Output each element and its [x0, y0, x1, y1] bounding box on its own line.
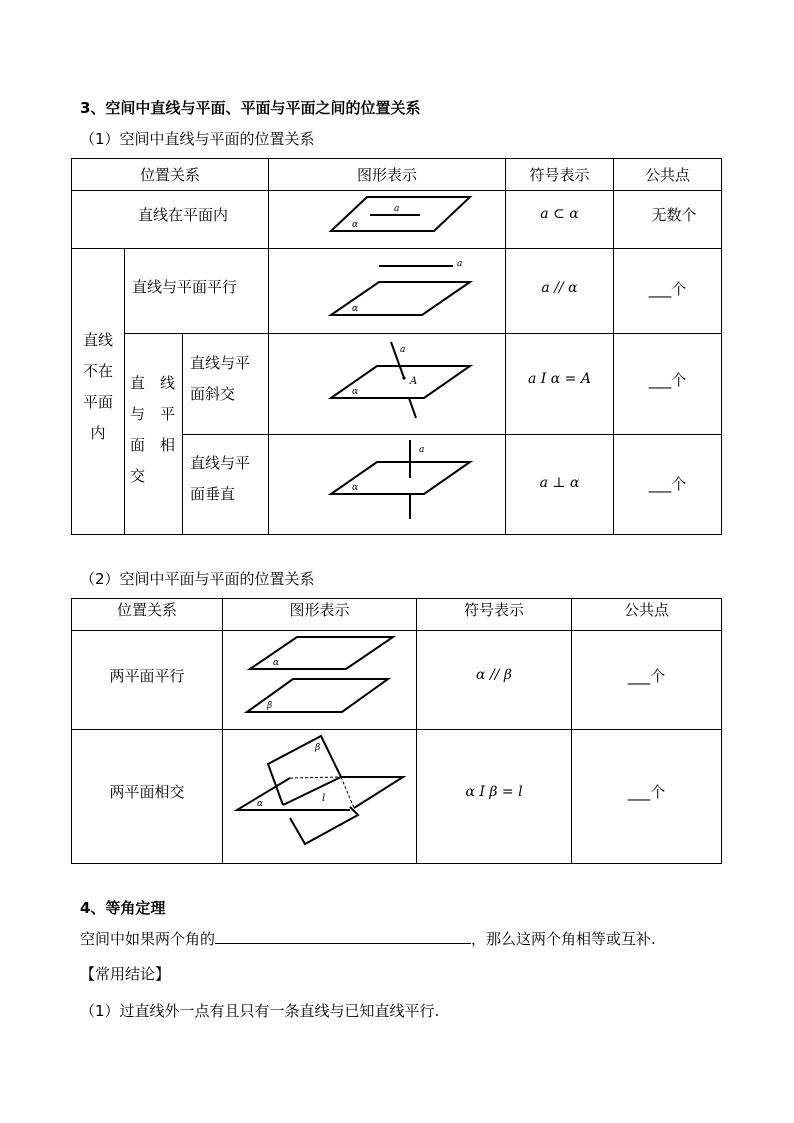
row-parallel-symbol: a // α: [541, 280, 578, 296]
t2-header-points: 公共点: [623, 601, 669, 619]
group-not-in-plane-label: [82, 325, 114, 449]
fig-label-beta: β: [315, 743, 321, 753]
t1-header-figure: 图形表示: [356, 166, 417, 184]
planes-parallel-points: ___个: [627, 666, 666, 685]
t2-header-figure: 图形表示: [289, 601, 350, 619]
row-perp-label: [190, 448, 250, 510]
fig-label-l: l: [322, 793, 326, 804]
statement-after: ，那么这两个角相等或互补.: [471, 930, 656, 948]
t1-header-relation: 位置关系: [139, 166, 200, 184]
group-label-line3: 平面: [82, 393, 113, 411]
section4-title: 4、等角定理: [80, 899, 166, 917]
section3-title: 3、空间中直线与平面、平面与平面之间的位置关系: [80, 99, 421, 117]
conclusion-1: （1）过直线外一点有且只有一条直线与已知直线平行.: [80, 1002, 440, 1020]
fig-label-alpha: α: [352, 483, 359, 493]
fig-line-oblique-plane: [269, 334, 505, 434]
fig-label-alpha: α: [352, 387, 359, 397]
common-conclusion-title: 【常用结论】: [80, 965, 171, 983]
row-in-plane-symbol: a ⊂ α: [540, 206, 579, 222]
fig-label-a: a: [400, 345, 406, 355]
row-parallel-label: 直线与平面平行: [132, 277, 238, 296]
fig-label-alpha: α: [352, 304, 359, 314]
row-perp-label-line1: 直线与平: [190, 454, 251, 472]
group-label-line2: 不在: [82, 362, 113, 380]
intersect-label-line4: 交: [130, 467, 146, 485]
fig-label-a: a: [419, 445, 425, 455]
group-label-line1: 直线: [82, 331, 113, 349]
fig-line-perp-plane: [269, 435, 505, 535]
row-oblique-label: [190, 348, 250, 410]
row-oblique-label-line2: 面斜交: [190, 385, 236, 403]
fig-line-parallel-plane: [269, 249, 505, 333]
row-in-plane-points: 无数个: [651, 205, 697, 224]
planes-parallel-label: 两平面平行: [109, 666, 185, 685]
sub1-title: （1）空间中直线与平面的位置关系: [80, 130, 315, 148]
row-oblique-points: ___个: [648, 370, 687, 389]
intersect-label-line2: 与 平: [130, 405, 176, 423]
fig-label-a: a: [394, 204, 400, 214]
t2-header-relation: 位置关系: [116, 601, 177, 619]
row-perp-symbol: a ⊥ α: [539, 475, 580, 491]
fig-label-a: a: [457, 259, 463, 269]
fig-label-alpha: α: [257, 799, 264, 809]
fig-label-alpha: α: [273, 658, 280, 668]
statement-before: 空间中如果两个角的: [80, 930, 216, 948]
t1-header-points: 公共点: [644, 166, 690, 184]
group-intersect-label: [130, 368, 178, 492]
group-label-line4: 内: [90, 424, 106, 442]
planes-intersect-symbol: α I β = l: [465, 783, 523, 800]
row-perp-label-line2: 面垂直: [190, 485, 236, 503]
fig-label-A: A: [410, 376, 418, 387]
row-oblique-label-line1: 直线与平: [190, 354, 251, 372]
row-oblique-symbol: a I α = A: [528, 371, 591, 387]
planes-parallel-symbol: α // β: [476, 667, 512, 683]
row-in-plane-label: 直线在平面内: [138, 205, 229, 224]
fig-label-beta: β: [267, 701, 273, 711]
row-perp-points: ___个: [648, 474, 687, 493]
fig-label-alpha: α: [352, 220, 359, 230]
fig-planes-parallel: [223, 631, 416, 729]
blank-line[interactable]: [215, 929, 471, 944]
t2-header-symbol: 符号表示: [463, 601, 524, 619]
fig-line-in-plane: [269, 191, 505, 248]
t1-header-symbol: 符号表示: [529, 166, 590, 184]
fig-planes-intersect: [223, 730, 416, 863]
intersect-label-line1: 直 线: [130, 374, 176, 392]
planes-intersect-points: ___个: [627, 783, 666, 801]
sub2-title: （2）空间中平面与平面的位置关系: [80, 570, 315, 588]
row-parallel-points: ___个: [648, 279, 687, 298]
planes-intersect-label: 两平面相交: [109, 783, 185, 801]
equal-angle-statement: [80, 928, 656, 949]
intersect-label-line3: 面 相: [130, 436, 176, 454]
